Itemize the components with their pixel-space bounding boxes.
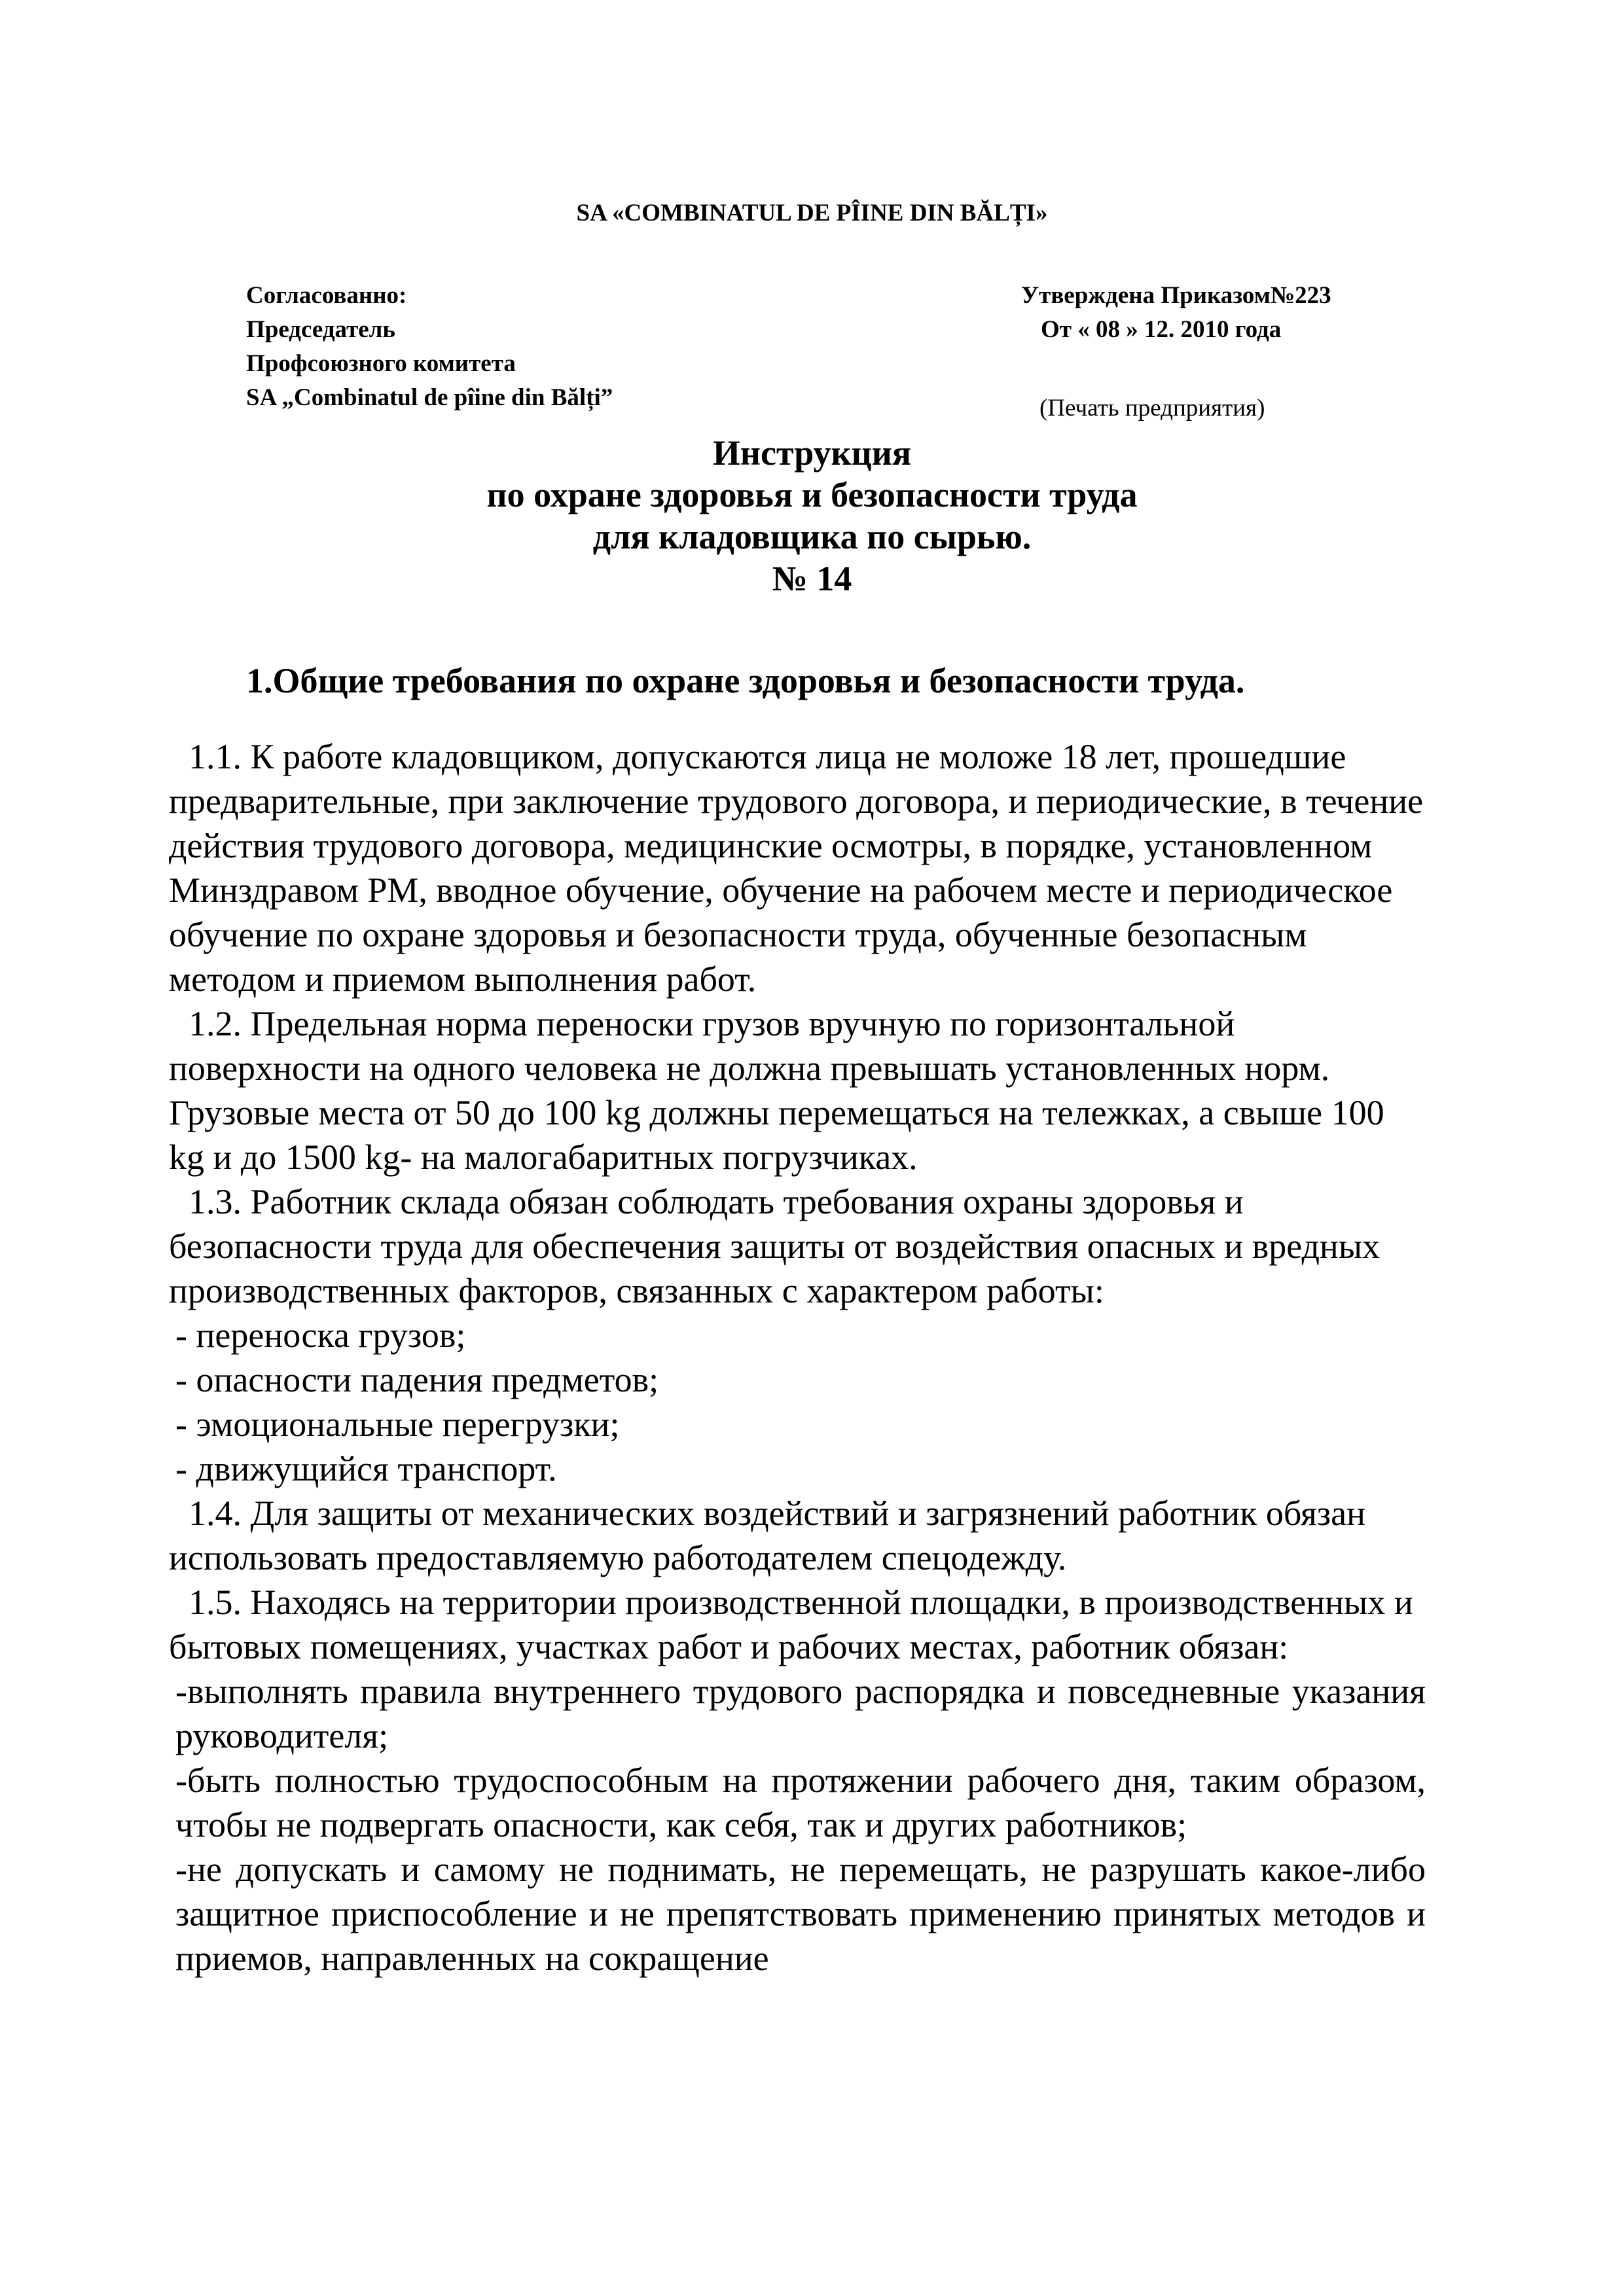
paragraph-1-4: 1.4. Для защиты от механических воздействий и загрязнений работник обязан использовать предоставляемую работодателем спецодежду. xyxy=(169,1494,1366,1577)
title-line-1: Инструкция xyxy=(712,433,912,473)
duty-item: -выполнять правила внутреннего трудового распорядка и повседневные указания руководителя; xyxy=(175,1672,1426,1755)
committee-label: Профсоюзного комитета xyxy=(246,350,516,377)
paragraph-1-1: 1.1. К работе кладовщиком, допускаются лица не моложе 18 лет, прошедшие предварительные, при заключение трудового договора, и периодические, в течение действия трудового договора, медицинские осмотры, в порядке, установленном Минздравом РМ, вводное обучение, обучение на рабочем месте и периодическое обучение по охране здоровья и безопасности труда, обученные безопасным методом и приемом выполнения работ. xyxy=(169,737,1424,999)
hazard-item: - эмоциональные перегрузки; xyxy=(175,1405,620,1444)
agreed-label: Согласованно: xyxy=(246,282,407,309)
approved-block xyxy=(1021,279,1440,425)
approved-order-label: Утверждена Приказом№223 xyxy=(1021,282,1331,309)
hazard-item: - переноска грузов; xyxy=(175,1316,466,1355)
stamp-placeholder: (Печать предприятия) xyxy=(1039,395,1265,422)
duty-item: -не допускать и самому не поднимать, не перемещать, не разрушать какое-либо защитное приспособление и не препятствовать применению принятых методов и приемов, направленных на сокращение xyxy=(175,1850,1426,1978)
organization-label: SA „Combinatul de pîine din Bălți” xyxy=(246,384,613,411)
hazard-item: - движущийся транспорт. xyxy=(175,1449,557,1488)
paragraph-1-2: 1.2. Предельная норма переноски грузов вручную по горизонтальной поверхности на одного человека не должна превышать установленных норм. Грузовые места от 50 до 100 kg должны перемещаться на тележках, а свыше 100 kg и до 1500 kg- на малогабаритных погрузчиках. xyxy=(169,1004,1384,1177)
duty-item: -быть полностью трудоспособным на протяжении рабочего дня, таким образом, чтобы не подвергать опасности, как себя, так и других работников; xyxy=(175,1761,1426,1844)
chairman-label: Председатель xyxy=(246,316,395,343)
document-title xyxy=(0,432,1624,600)
paragraph-1-5: 1.5. Находясь на территории производственной площадки, в производственных и бытовых помещениях, участках работ и рабочих местах, работник обязан: xyxy=(169,1583,1413,1666)
section-heading: 1.Общие требования по охране здоровья и безопасности труда. xyxy=(246,661,1245,700)
hazard-item: - опасности падения предметов; xyxy=(175,1360,659,1399)
agreed-block xyxy=(246,279,835,415)
company-name: SA «COMBINATUL DE PÎINE DIN BĂLȚI» xyxy=(576,200,1048,226)
approval-date: От « 08 » 12. 2010 года xyxy=(1041,316,1282,343)
paragraph-1-3: 1.3. Работник склада обязан соблюдать требования охраны здоровья и безопасности труда для обеспечения защиты от воздействия опасных и вредных производственных факторов, связанных с характером работы: xyxy=(169,1182,1380,1310)
title-line-2: по охране здоровья и безопасности труда xyxy=(486,475,1138,514)
title-line-3: для кладовщика по сырью. xyxy=(592,517,1032,556)
title-number: № 14 xyxy=(772,559,852,598)
section-body xyxy=(169,734,1426,1981)
